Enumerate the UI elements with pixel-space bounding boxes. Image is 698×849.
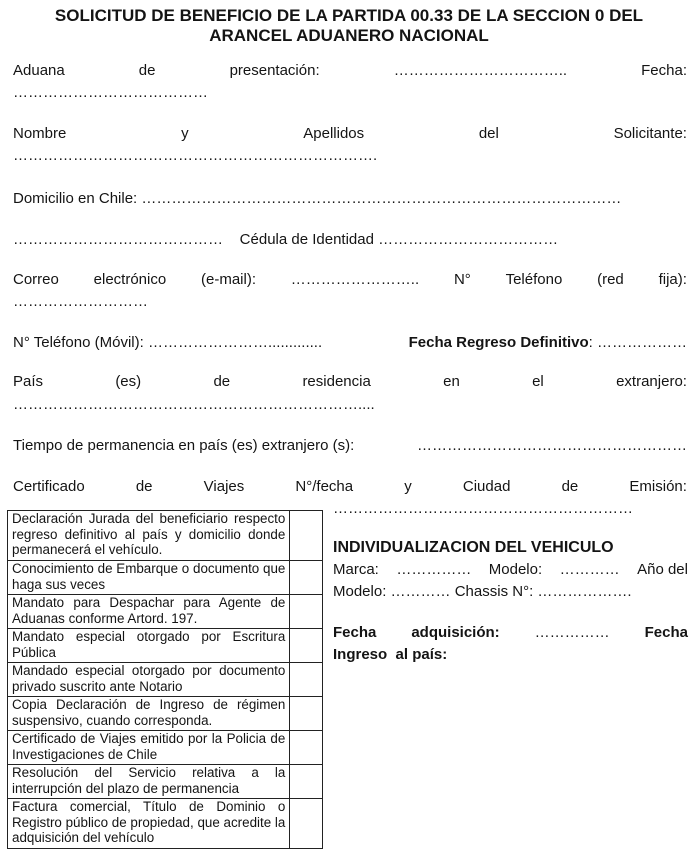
correo-input[interactable]: ……………………..: [290, 271, 420, 288]
nombre-input[interactable]: ……………………………………………………………….: [13, 147, 378, 164]
modelo-input[interactable]: …………: [559, 561, 620, 578]
label: el: [532, 373, 544, 390]
cedula-field: [13, 231, 558, 249]
marca-input[interactable]: ……………: [396, 561, 472, 578]
checklist-row: [8, 663, 323, 697]
label: Aduana: [13, 62, 65, 79]
adquisicion-line: [333, 622, 688, 644]
label: de: [561, 478, 579, 495]
label: Correo: [13, 271, 59, 288]
label: fija):: [658, 271, 687, 288]
label: residencia: [302, 373, 371, 390]
chassis-label: Chassis N°:: [454, 583, 534, 600]
checklist-checkbox[interactable]: [290, 511, 323, 561]
label: en: [443, 373, 460, 390]
cedula-label: Cédula de Identidad: [239, 231, 374, 248]
movil-label: N° Teléfono (Móvil):: [13, 334, 144, 351]
checklist-item: Copia Declaración de Ingreso de régimen suspensivo, cuando corresponda.: [8, 697, 290, 731]
label: (red: [597, 271, 624, 288]
label: Apellidos: [303, 125, 365, 142]
aduana-input[interactable]: ……………………………..: [393, 62, 568, 79]
regreso-input[interactable]: ………………: [597, 334, 687, 351]
checklist-row: [8, 799, 323, 849]
checklist-item: Mandato para Despachar para Agente de Aduanas conforme Artord. 197.: [8, 595, 290, 629]
chassis-input[interactable]: ……………….: [537, 583, 632, 600]
checklist-checkbox[interactable]: [290, 561, 323, 595]
checklist-checkbox[interactable]: [290, 731, 323, 765]
label: presentación:: [229, 62, 320, 79]
regreso-label: Fecha Regreso Definitivo: [408, 334, 589, 351]
tiempo-label: Tiempo de permanencia en país (es) extranjero (s):: [13, 437, 355, 454]
tiempo-input[interactable]: ………………………………………………: [417, 437, 687, 454]
label: de: [135, 478, 153, 495]
label: adquisición:: [411, 624, 500, 641]
checklist-checkbox[interactable]: [290, 697, 323, 731]
checklist-checkbox[interactable]: [290, 765, 323, 799]
cedula-input[interactable]: ………………………………: [378, 231, 559, 248]
checklist-row: [8, 595, 323, 629]
label: y: [404, 478, 412, 495]
label: Emisión:: [629, 478, 687, 495]
anio-label: Año del: [637, 561, 688, 578]
checklist-checkbox[interactable]: [290, 663, 323, 697]
label: Certificado: [13, 478, 85, 495]
vehiculo-section: [333, 537, 688, 666]
domicilio-label: Domicilio en Chile:: [13, 190, 138, 207]
label: N°: [453, 271, 471, 288]
nombre-field: [13, 125, 687, 143]
document-checklist: [7, 510, 323, 849]
pais-field: [13, 373, 687, 391]
domicilio-input-cont[interactable]: ……………………………………: [13, 231, 223, 248]
tiempo-field: [13, 437, 687, 455]
checklist-item: Declaración Jurada del beneficiario respecto regreso definitivo al país y domicilio donde permanecerá el vehículo.: [8, 511, 290, 561]
aduana-field: [13, 62, 687, 80]
checklist-row: [8, 765, 323, 799]
label: Teléfono: [505, 271, 563, 288]
adquisicion-input[interactable]: ……………: [534, 624, 610, 641]
label: Fecha: [333, 624, 377, 641]
checklist-row: [8, 561, 323, 595]
fecha-input[interactable]: …………………………………: [13, 84, 208, 101]
checklist-item: Mandato especial otorgado por Escritura Pública: [8, 629, 290, 663]
vehiculo-line-1: [333, 559, 688, 581]
checklist-item: Mandado especial otorgado por documento privado suscrito ante Notario: [8, 663, 290, 697]
label: N°/fecha: [295, 478, 354, 495]
anio-input[interactable]: …………: [390, 583, 451, 600]
checklist-item: Resolución del Servicio relativa a la interrupción del plazo de permanencia: [8, 765, 290, 799]
domicilio-field: [13, 190, 621, 208]
movil-input[interactable]: …………………….............: [147, 334, 323, 351]
certificado-input[interactable]: ……………………………………………………: [333, 500, 633, 517]
modelo-label: Modelo:: [488, 561, 543, 578]
domicilio-input[interactable]: ……………………………………………………………………………………: [141, 190, 622, 207]
vehiculo-line-2: [333, 581, 688, 603]
label: (es): [115, 373, 142, 390]
checklist-row: [8, 731, 323, 765]
correo-field: [13, 271, 687, 289]
anio-label-cont: Modelo:: [333, 583, 387, 600]
label: de: [213, 373, 231, 390]
movil-field: [13, 334, 687, 352]
label: (e-mail):: [201, 271, 256, 288]
label: y: [181, 125, 189, 142]
checklist-row: [8, 629, 323, 663]
certificado-field: [13, 478, 687, 496]
label: País: [13, 373, 44, 390]
checklist-item: Factura comercial, Título de Dominio o Registro público de propiedad, que acredite la adquisición del vehículo: [8, 799, 290, 849]
telefono-fijo-input[interactable]: ………………………: [13, 293, 148, 310]
checklist-checkbox[interactable]: [290, 799, 323, 849]
label: del: [478, 125, 499, 142]
checklist-checkbox[interactable]: [290, 595, 323, 629]
checklist-item: Certificado de Viajes emitido por la Policia de Investigaciones de Chile: [8, 731, 290, 765]
document-title-line-1: SOLICITUD DE BENEFICIO DE LA PARTIDA 00.33 DE LA SECCION 0 DEL: [54, 6, 644, 25]
document-title-line-2: ARANCEL ADUANERO NACIONAL: [209, 26, 489, 45]
label: Nombre: [13, 125, 67, 142]
pais-input[interactable]: ……………………………………………………………....: [13, 396, 375, 413]
checklist-item: Conocimiento de Embarque o documento que haga sus veces: [8, 561, 290, 595]
label: de: [138, 62, 156, 79]
checklist-row: [8, 511, 323, 561]
label: Ciudad: [462, 478, 511, 495]
label: Solicitante:: [613, 125, 687, 142]
vehiculo-heading: INDIVIDUALIZACION DEL VEHICULO: [333, 539, 614, 556]
marca-label: Marca:: [333, 561, 379, 578]
fecha-label: Fecha:: [641, 62, 687, 79]
ingreso-label: Ingreso al país:: [333, 646, 448, 663]
checklist-checkbox[interactable]: [290, 629, 323, 663]
label: extranjero:: [616, 373, 687, 390]
label: Viajes: [203, 478, 245, 495]
colon: :: [588, 334, 593, 351]
checklist-row: [8, 697, 323, 731]
label: Fecha: [644, 624, 688, 641]
label: electrónico: [93, 271, 167, 288]
